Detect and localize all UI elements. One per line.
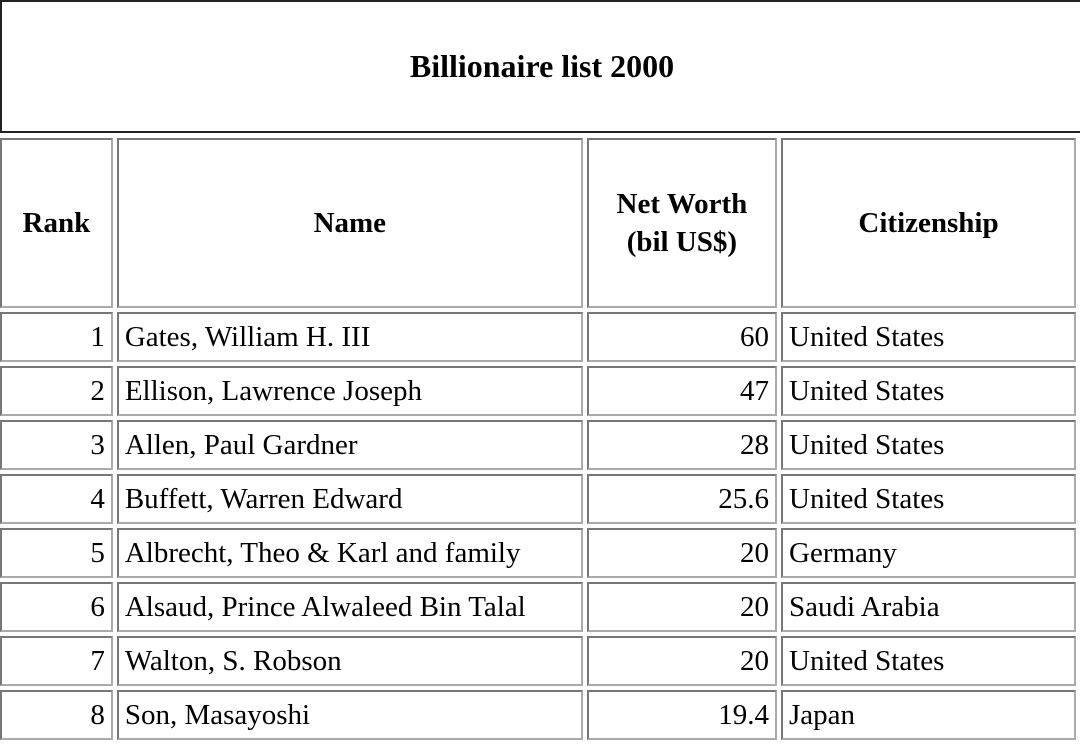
citizenship-cell: United States <box>781 474 1076 524</box>
table-row <box>0 690 1076 740</box>
table-caption <box>0 0 1080 133</box>
table-title: Billionaire list 2000 <box>409 48 675 84</box>
rank-cell: 1 <box>0 312 113 362</box>
net-worth-cell: 28 <box>587 420 777 470</box>
column-header-name: Name <box>117 138 583 308</box>
column-header-rank: Rank <box>0 138 113 308</box>
citizenship-cell: United States <box>781 366 1076 416</box>
net-worth-cell: 60 <box>587 312 777 362</box>
net-worth-cell: 47 <box>587 366 777 416</box>
column-header-citizenship: Citizenship <box>781 138 1076 308</box>
table-row <box>0 366 1076 416</box>
table-row <box>0 582 1076 632</box>
net-worth-cell: 20 <box>587 528 777 578</box>
citizenship-cell: Germany <box>781 528 1076 578</box>
net-worth-cell: 20 <box>587 636 777 686</box>
citizenship-cell: United States <box>781 312 1076 362</box>
net-worth-header-text: Net Worth (bil US$) <box>616 188 748 258</box>
citizenship-cell: Saudi Arabia <box>781 582 1076 632</box>
header-row <box>0 138 1076 308</box>
name-cell: Albrecht, Theo & Karl and family <box>117 528 583 578</box>
name-cell: Allen, Paul Gardner <box>117 420 583 470</box>
net-worth-cell: 25.6 <box>587 474 777 524</box>
name-cell: Gates, William H. III <box>117 312 583 362</box>
table-row <box>0 312 1076 362</box>
name-cell: Alsaud, Prince Alwaleed Bin Talal <box>117 582 583 632</box>
table-row <box>0 474 1076 524</box>
name-cell: Ellison, Lawrence Joseph <box>117 366 583 416</box>
billionaire-table <box>0 134 1080 744</box>
table-body <box>0 312 1076 740</box>
citizenship-cell: Japan <box>781 690 1076 740</box>
name-cell: Walton, S. Robson <box>117 636 583 686</box>
name-cell: Buffett, Warren Edward <box>117 474 583 524</box>
table-row <box>0 528 1076 578</box>
table-row <box>0 420 1076 470</box>
rank-cell: 5 <box>0 528 113 578</box>
rank-cell: 7 <box>0 636 113 686</box>
net-worth-cell: 20 <box>587 582 777 632</box>
column-header-net-worth <box>587 138 777 308</box>
net-worth-cell: 19.4 <box>587 690 777 740</box>
citizenship-cell: United States <box>781 636 1076 686</box>
rank-cell: 2 <box>0 366 113 416</box>
citizenship-cell: United States <box>781 420 1076 470</box>
name-cell: Son, Masayoshi <box>117 690 583 740</box>
rank-cell: 3 <box>0 420 113 470</box>
table-row <box>0 636 1076 686</box>
rank-cell: 6 <box>0 582 113 632</box>
rank-cell: 8 <box>0 690 113 740</box>
rank-cell: 4 <box>0 474 113 524</box>
